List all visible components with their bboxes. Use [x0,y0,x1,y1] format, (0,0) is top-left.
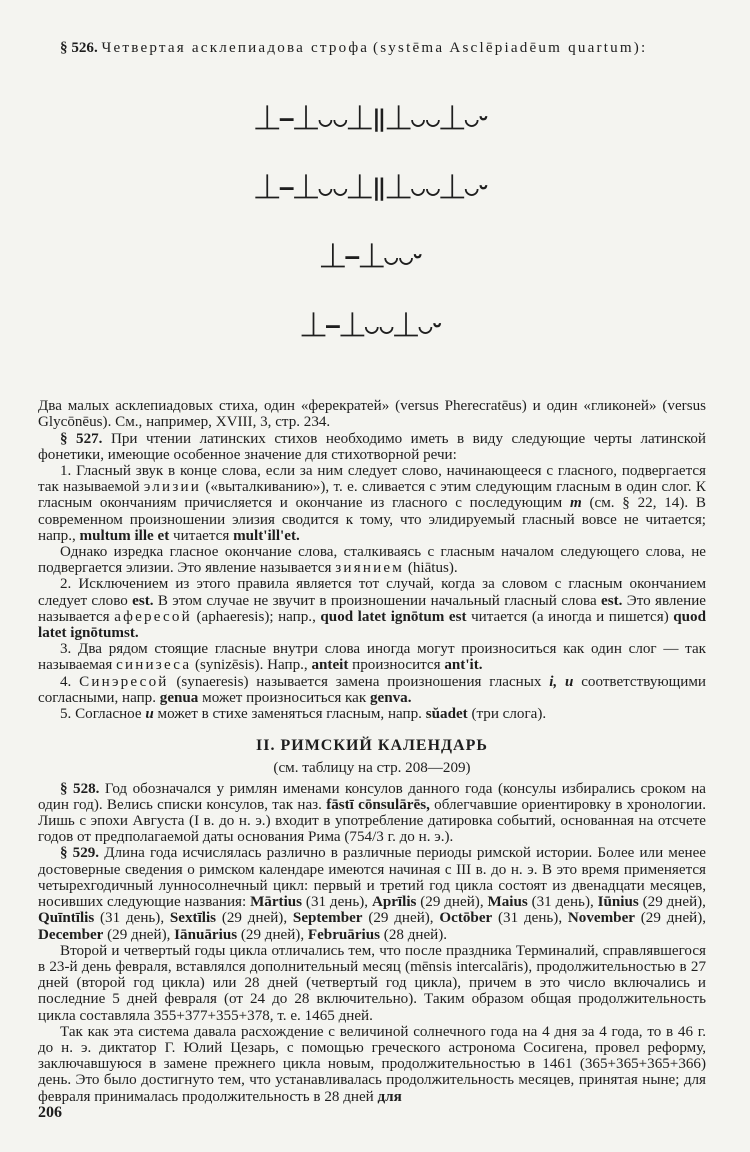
paragraph-text-end: для [377,1088,402,1105]
paragraph-527 [38,431,706,463]
section-subheading: (см. таблицу на стр. 208—209) [273,760,471,777]
example: est. [601,592,623,609]
meter-line: ⏊–⏊◡◡⏑ [321,244,423,271]
paragraph-528 [38,781,706,846]
term-spaced: элизии [143,479,202,496]
paragraph-text: облегчавшие ориентировку в хронологии. Лишь с эпохи Августа (I в. до н. э.) входит в употребление датировка событий, основанная на отсчете годов от предполагаемой даты основания Рима (754/3 г. до н. э.). [38,796,706,846]
item-2 [38,576,706,641]
section-title: Четвертая асклепиадова строфа [101,40,370,56]
section-number: § 526. [60,40,98,56]
item-text: произносится [352,657,441,674]
month-days: (31 день), [498,910,563,927]
paragraph-529-second: Второй и четвертый годы цикла отличались тем, что после праздника Терминалий, справлявшегося в 23-й день февраля, вставлялся дополнительный месяц (mēnsis intercalāris), продолжительностью в 27 дней (второй год цикла) или 28 дней (четвертый год цикла), причем в это число включались и последние 5 дней февраля (от 24 до 28 включительно). Таким образом общая продолжительность цикла составляла 355+377+355+378, т. е. 1465 дней. [38,942,706,1024]
example: quod latet ignōtumst. [38,608,706,642]
paragraph-text: Однако изредка гласное окончание слова, сталкиваясь с гласным началом следующего слова, не подвергается элизии. Это явление называется [38,544,706,577]
month-days: (29 дней), [368,910,434,927]
month-name: Aprīlis [371,894,417,911]
latin-term: (systēma Asclēpiadēum quartum): [372,40,648,56]
item-text: читается (а иногда и пишется) [471,608,669,625]
item-text: («выталкиванию»), т. е. сливается с этим следующим гласным в один слог. К гласным окончаниям причисляется и окончание из гласного с последующим [38,479,706,512]
paragraph-529 [38,845,706,942]
example: mult'ill'et. [233,527,300,544]
month-days: (29 дней), [642,894,706,911]
item-text: читается [173,527,230,544]
month-name: Quīntīlis [38,910,95,927]
example: anteit [311,657,349,674]
item-text: 3. Два рядом стоящие гласные внутри слова иногда могут произноситься как один слог — так называемая [38,641,706,674]
section-number: § 528. [60,780,100,797]
example: quod latet ignōtum est [320,608,467,625]
page-number: 206 [38,1104,62,1121]
paragraph-529-third [38,1024,706,1105]
month-name: Februārius [307,926,381,943]
section-heading: II. РИМСКИЙ КАЛЕНДАРЬ [256,737,488,755]
section-number: § 529. [60,845,100,862]
item-text: (synizēsis). Напр., [195,657,308,674]
month-name: December [38,926,104,943]
example: ant'it. [444,657,483,674]
month-name: Iānuārius [174,926,238,943]
item-text: (см. § 22, 14). В современном произношении элизия сводится к тому, что элидируемый гласный вовсе не читается; напр., [38,495,706,544]
paragraph-526 [38,40,706,56]
item-1 [38,463,706,544]
item-text: 4. [60,673,72,690]
term-spaced: синизеса [116,657,192,674]
month-days: (31 день), [100,910,165,927]
example: multum ille et [79,527,170,544]
month-days: (29 дней), [640,910,707,927]
example: genua [159,689,199,706]
paragraph-text: (hiātus). [407,560,458,577]
month-days: (29 дней), [240,926,305,943]
item-text: (три слога). [471,706,547,723]
term-spaced: зиянием [335,560,405,577]
example: sŭadet [425,706,468,723]
letter-u: u [145,706,154,723]
item-3 [38,641,706,673]
item-text: 1. Гласный звук в конце слова, если за ним следует слово, начинающееся с гласного, подвергается так называемой [38,463,706,496]
paragraph-text: Год обозначался у римлян именами консулов данного года (консулы избирались сроком на один год). Велись списки консулов, так наз. [38,780,706,813]
item-text: 2. Исключением из этого правила является тот случай, когда за словом с гласным окончанием следует слово [38,576,706,609]
hiatus-paragraph [38,544,706,576]
month-days: (29 дней), [221,910,288,927]
paragraph-text: При чтении латинских стихов необходимо иметь в виду следующие черты латинской фонетики, имеющие особенное значение для стихотворной речи: [38,430,706,463]
latin-term: fāstī cōnsulārēs, [326,796,430,813]
paragraph-text: Так как эта система давала расхождение с величиной солнечного года на 4 дня за 4 года, то в 46 г. до н. э. диктатор Г. Юлий Цезарь, с помощью греческого астронома Сосигена, провел реформу, заключавшуюся в замене прежнего цикла новым, продолжительностью в 1461 (365+365+365+366) день. Это было достигнуто тем, что устанавливалась продолжительность месяцев, принятая ныне; для февраля принималась продолжительность в 28 дней [38,1023,706,1105]
page-text [38,40,706,1105]
term-spaced: афересой [114,608,192,625]
month-name: Octōber [439,910,493,927]
paragraph-526-text: Два малых асклепиадовых стиха, один «ферекратей» (versus Pherecratēus) и один «гликоней» (versus Glycōnēus). См., например, XVIII, 3, стр. 234. [38,398,706,431]
item-text: соответствующими согласными, напр. [38,673,706,706]
example: est. [132,592,154,609]
meter-line: ⏊–⏊◡◡⏊◡⏑ [301,313,443,340]
item-5 [38,706,706,722]
month-name: Mārtius [250,894,303,911]
item-text: (synaeresis) называется замена произношения гласных [176,673,542,690]
month-name: Maius [487,894,528,911]
month-days: (29 дней), [420,894,484,911]
month-days: (31 день), [305,894,369,911]
item-text: может в стихе заменяться гласным, напр. [157,706,422,723]
metrical-scheme [38,62,706,384]
month-name: September [292,910,363,927]
item-text: В этом случае не звучит в произношении начальный гласный слова [157,592,597,609]
month-name: November [567,910,635,927]
month-days: (28 дней). [383,926,448,943]
meter-line: ⏊–⏊◡◡⏊‖⏊◡◡⏊◡⏑ [255,175,489,202]
month-name: Iūnius [597,894,639,911]
month-days: (29 дней), [107,926,171,943]
month-name: Sextīlis [169,910,217,927]
month-days: (31 день), [531,894,594,911]
section-number: § 527. [60,430,103,447]
item-text: (aphaeresis); напр., [196,608,316,625]
paragraph-text: Длина года исчислялась различно в различные периоды римской истории. Более или менее достоверные сведения о римском календаре имеются начиная с III в. до н. э. В это время применяется четырехгодичный лунносолнечный цикл: первый и третий год цикла состоят из двенадцати месяцев, носивших следующие названия: [38,845,707,911]
item-text: Это явление называется [38,592,706,625]
item-4 [38,674,706,706]
term-spaced: Синэресой [79,673,169,690]
meter-line: ⏊–⏊◡◡⏊‖⏊◡◡⏊◡⏑ [255,106,489,133]
example: genva. [369,689,412,706]
letters-iu: i, u [549,673,574,690]
item-text: 5. Согласное [60,706,142,723]
item-text: может произноситься как [202,689,367,706]
letter-m: m [569,495,582,512]
